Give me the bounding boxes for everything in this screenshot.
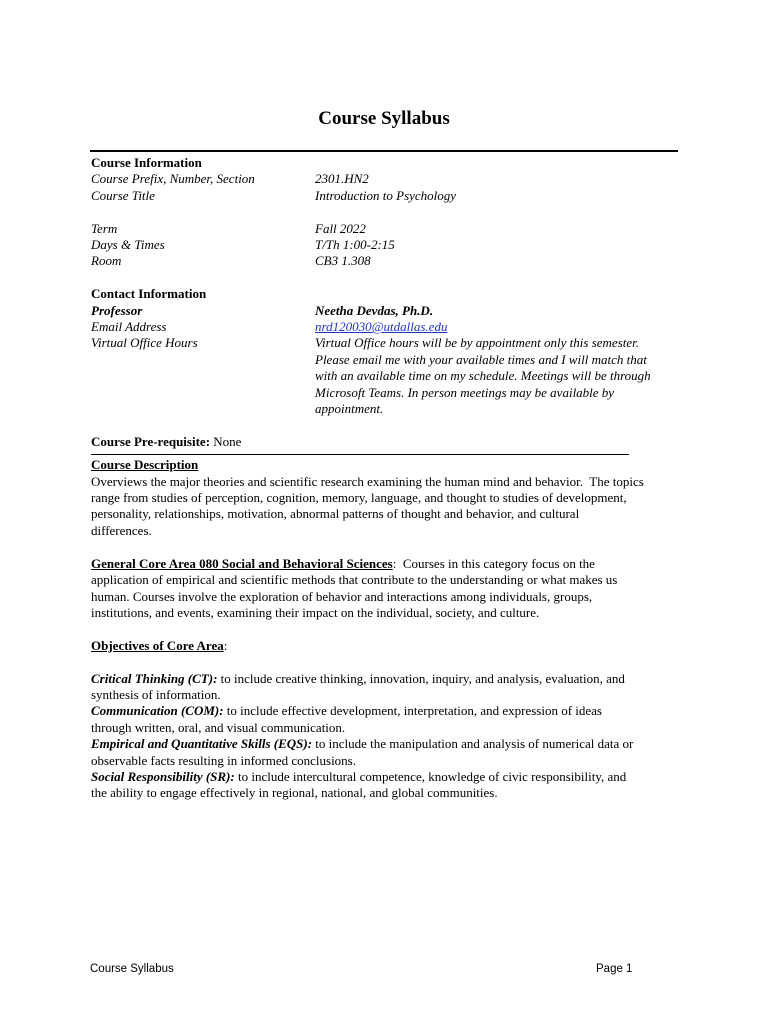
room-value: CB3 1.308: [315, 253, 371, 269]
term-value: Fall 2022: [315, 220, 366, 236]
objective-text: observable facts resulting in informed conclusions.: [91, 752, 356, 768]
core-area-line: institutions, and events, examining their impact on the individual, society, and culture.: [91, 604, 540, 620]
prerequisite-line: [91, 434, 681, 450]
objective-item: [91, 671, 681, 704]
objective-term: Critical Thinking (CT):: [91, 670, 218, 686]
office-hours-line: Microsoft Teams. In person meetings may be available by: [315, 384, 615, 400]
professor-label: Professor: [91, 302, 143, 318]
core-area-heading: General Core Area 080 Social and Behavioral Sciences: [91, 555, 393, 571]
core-area-line: human. Courses involve the exploration of behavior and interactions among individuals, groups,: [91, 588, 593, 604]
days-times-label: Days & Times: [91, 237, 165, 253]
course-description-heading: Course Description: [91, 457, 199, 473]
objective-item: [91, 736, 681, 769]
days-times-value: T/Th 1:00-2:15: [315, 237, 395, 253]
description-line: Overviews the major theories and scientific research examining the human mind and behavior. The topics: [91, 473, 644, 489]
course-title-label: Course Title: [91, 187, 155, 203]
objective-term: Empirical and Quantitative Skills (EQS):: [91, 736, 313, 752]
contact-row: [91, 319, 681, 335]
objective-text: to include the manipulation and analysis of numerical data or: [312, 736, 634, 752]
footer-page-number: Page 1: [596, 963, 633, 975]
description-line: range from studies of perception, cognition, memory, language, and thought to studies of development,: [91, 490, 627, 506]
objectives-heading-line: [91, 638, 681, 654]
email-label: Email Address: [91, 319, 167, 335]
course-info-row: [91, 221, 681, 237]
core-area-colon: :: [392, 555, 397, 571]
document-body: [91, 155, 681, 802]
contact-row: [91, 303, 681, 319]
office-hours-text: [315, 335, 681, 417]
document-title: Course Syllabus: [318, 108, 450, 129]
core-area-section: [91, 556, 681, 572]
course-info-row: [91, 171, 681, 187]
course-number-value: 2301.HN2: [315, 171, 369, 187]
core-area-line: Courses in this category focus on the: [396, 555, 595, 571]
objective-term: Communication (COM):: [91, 703, 224, 719]
office-hours-line: Please email me with your available times and I will match that: [315, 351, 647, 367]
office-hours-label: Virtual Office Hours: [91, 335, 198, 351]
objectives-heading: Objectives of Core Area: [91, 637, 224, 653]
office-hours-line: appointment.: [315, 401, 384, 417]
office-hours-line: with an available time on my schedule. Meetings will be through: [315, 368, 651, 384]
objective-text: the ability to engage effectively in regional, national, and global communities.: [91, 785, 498, 801]
contact-row: [91, 335, 681, 417]
description-line: personality, relationships, motivation, abnormal patterns of thought and behavior, and cultural: [91, 506, 580, 522]
course-info-row: [91, 188, 681, 204]
term-label: Term: [91, 220, 118, 236]
course-info-heading: Course Information: [91, 155, 202, 170]
office-hours-line: Virtual Office hours will be by appointment only this semester.: [315, 335, 640, 351]
objective-text: to include effective development, interpretation, and expression of ideas: [223, 703, 602, 719]
objectives-colon: :: [223, 637, 228, 653]
section-separator: [91, 454, 629, 455]
objective-text: synthesis of information.: [91, 686, 221, 702]
objective-item: [91, 703, 681, 736]
objective-text: to include creative thinking, innovation, inquiry, and analysis, evaluation, and: [217, 670, 625, 686]
objective-term: Social Responsibility (SR):: [91, 768, 235, 784]
course-number-label: Course Prefix, Number, Section: [91, 171, 255, 187]
room-label: Room: [91, 253, 122, 269]
professor-name: Neetha Devdas, Ph.D.: [315, 302, 434, 318]
description-line: differences.: [91, 522, 152, 538]
objective-item: [91, 769, 681, 802]
core-area-line: application of empirical and scientific methods that contribute to the understanding or what makes us: [91, 572, 618, 588]
course-title-value: Introduction to Psychology: [315, 187, 457, 203]
title-rule: [90, 150, 678, 152]
prerequisite-value: None: [210, 433, 242, 449]
objective-text: to include intercultural competence, knowledge of civic responsibility, and: [234, 768, 627, 784]
objective-text: through written, oral, and visual communication.: [91, 719, 346, 735]
email-link[interactable]: nrd120030@utdallas.edu: [315, 319, 448, 335]
course-description-text: [91, 474, 681, 540]
footer-document-name: Course Syllabus: [90, 963, 174, 975]
prerequisite-label: Course Pre-requisite:: [91, 433, 211, 449]
course-info-row: [91, 253, 681, 269]
course-info-row: [91, 237, 681, 253]
contact-info-heading: Contact Information: [91, 286, 207, 302]
